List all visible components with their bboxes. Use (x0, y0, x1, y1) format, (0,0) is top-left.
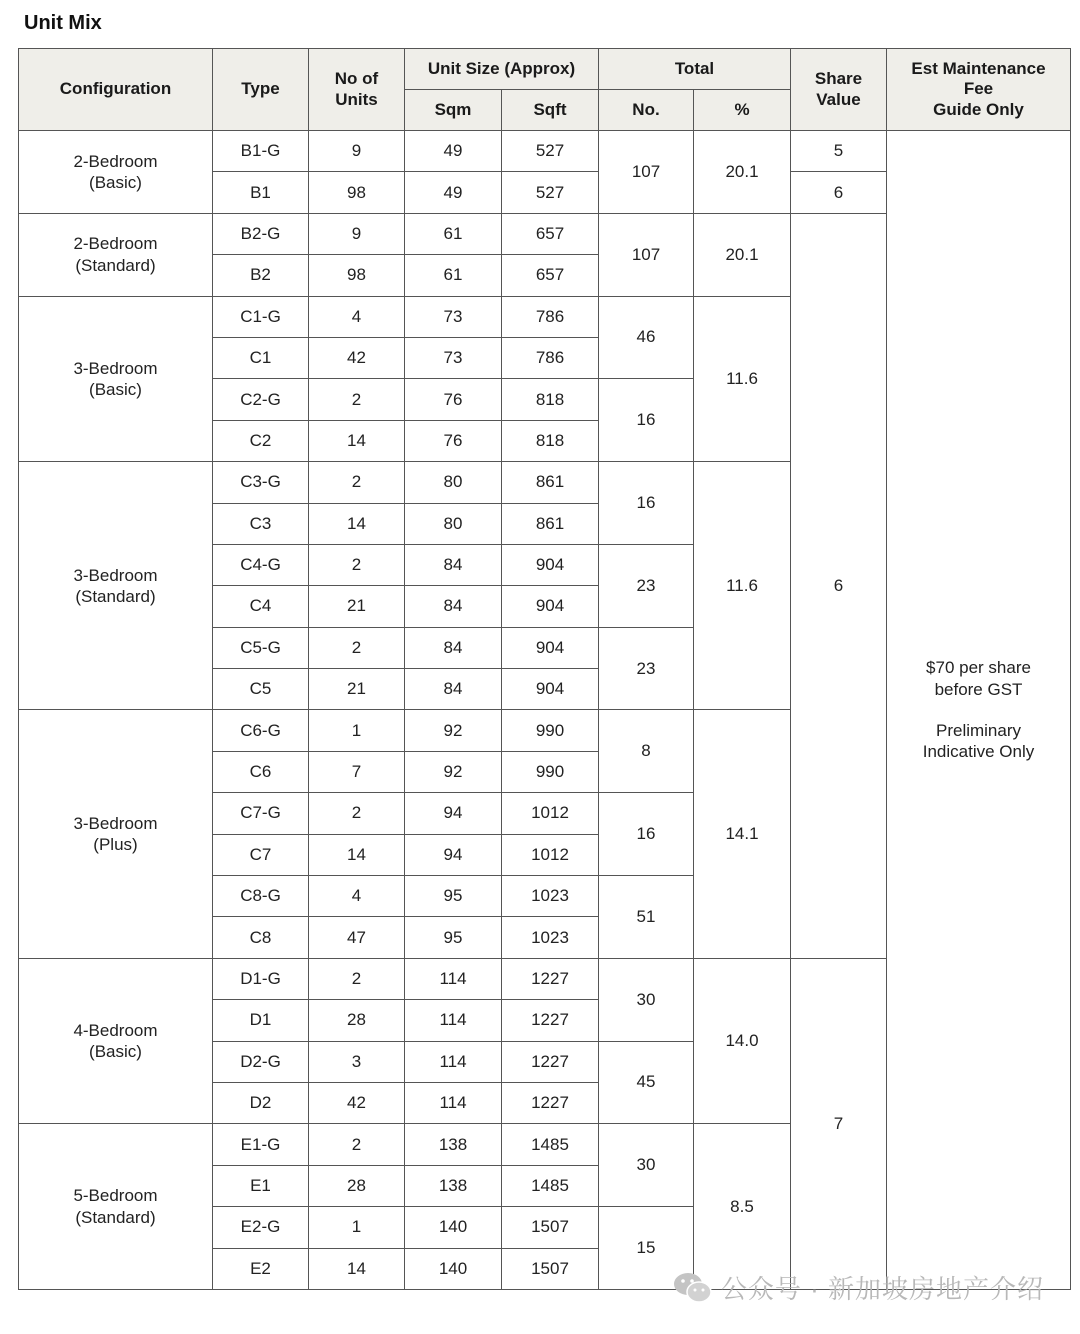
units-cell: 2 (309, 958, 405, 999)
type-cell: C2 (213, 420, 309, 461)
type-cell: E1 (213, 1165, 309, 1206)
header-maintenance-fee: Est Maintenance Fee Guide Only (887, 49, 1071, 131)
sqft-cell: 1023 (502, 876, 599, 917)
sqm-cell: 49 (405, 172, 502, 213)
share-value-cell: 6 (791, 213, 887, 958)
type-cell: B2 (213, 255, 309, 296)
units-cell: 2 (309, 793, 405, 834)
sqm-cell: 140 (405, 1248, 502, 1289)
type-cell: C5 (213, 669, 309, 710)
sqft-cell: 657 (502, 213, 599, 254)
sqm-cell: 114 (405, 1082, 502, 1123)
units-cell: 1 (309, 710, 405, 751)
maintenance-fee-cell: $70 per share before GST Preliminary Indicative Only (887, 131, 1071, 1290)
units-cell: 28 (309, 1000, 405, 1041)
total-pct-cell: 11.6 (694, 462, 791, 710)
sqft-cell: 1012 (502, 834, 599, 875)
sqft-cell: 1227 (502, 1000, 599, 1041)
sqft-cell: 818 (502, 420, 599, 461)
sqm-cell: 49 (405, 131, 502, 172)
total-no-cell: 51 (599, 876, 694, 959)
sqm-cell: 140 (405, 1207, 502, 1248)
units-cell: 4 (309, 876, 405, 917)
sqm-cell: 138 (405, 1165, 502, 1206)
sqft-cell: 527 (502, 131, 599, 172)
type-cell: B1-G (213, 131, 309, 172)
sqft-cell: 1507 (502, 1248, 599, 1289)
type-cell: C2-G (213, 379, 309, 420)
watermark-text: 公众号 · 新加坡房地产介绍 (720, 1274, 1044, 1304)
units-cell: 7 (309, 751, 405, 792)
units-cell: 9 (309, 213, 405, 254)
sqft-cell: 990 (502, 710, 599, 751)
units-cell: 42 (309, 1082, 405, 1123)
total-no-cell: 107 (599, 131, 694, 214)
header-total: Total (599, 49, 791, 90)
sqft-cell: 818 (502, 379, 599, 420)
sqm-cell: 84 (405, 544, 502, 585)
units-cell: 14 (309, 1248, 405, 1289)
page-title: Unit Mix (24, 12, 102, 34)
type-cell: C7 (213, 834, 309, 875)
units-cell: 2 (309, 379, 405, 420)
sqm-cell: 84 (405, 586, 502, 627)
sqm-cell: 76 (405, 420, 502, 461)
sqm-cell: 95 (405, 876, 502, 917)
sqft-cell: 904 (502, 669, 599, 710)
sqm-cell: 94 (405, 793, 502, 834)
header-sqm: Sqm (405, 90, 502, 131)
sqft-cell: 861 (502, 462, 599, 503)
sqft-cell: 904 (502, 586, 599, 627)
total-pct-cell: 11.6 (694, 296, 791, 462)
type-cell: B1 (213, 172, 309, 213)
config-cell: 5-Bedroom (Standard) (19, 1124, 213, 1290)
sqft-cell: 861 (502, 503, 599, 544)
units-cell: 28 (309, 1165, 405, 1206)
total-no-cell: 16 (599, 379, 694, 462)
sqm-cell: 76 (405, 379, 502, 420)
units-cell: 4 (309, 296, 405, 337)
sqft-cell: 1227 (502, 1041, 599, 1082)
sqm-cell: 92 (405, 751, 502, 792)
total-no-cell: 8 (599, 710, 694, 793)
total-no-cell: 30 (599, 1124, 694, 1207)
total-no-cell: 107 (599, 213, 694, 296)
type-cell: B2-G (213, 213, 309, 254)
type-cell: D1 (213, 1000, 309, 1041)
sqft-cell: 904 (502, 627, 599, 668)
config-cell: 3-Bedroom (Basic) (19, 296, 213, 462)
type-cell: C1 (213, 337, 309, 378)
sqft-cell: 527 (502, 172, 599, 213)
watermark (673, 1269, 1044, 1306)
units-cell: 14 (309, 420, 405, 461)
sqft-cell: 1507 (502, 1207, 599, 1248)
sqm-cell: 94 (405, 834, 502, 875)
sqm-cell: 73 (405, 337, 502, 378)
units-cell: 2 (309, 1124, 405, 1165)
type-cell: C3 (213, 503, 309, 544)
type-cell: C8-G (213, 876, 309, 917)
type-cell: C4-G (213, 544, 309, 585)
header-no-of-units: No of Units (309, 49, 405, 131)
sqft-cell: 1227 (502, 958, 599, 999)
type-cell: C7-G (213, 793, 309, 834)
header-unit-size: Unit Size (Approx) (405, 49, 599, 90)
units-cell: 2 (309, 627, 405, 668)
type-cell: E2-G (213, 1207, 309, 1248)
header-total-pct: % (694, 90, 791, 131)
sqm-cell: 92 (405, 710, 502, 751)
total-no-cell: 45 (599, 1041, 694, 1124)
total-no-cell: 23 (599, 544, 694, 627)
total-pct-cell: 14.1 (694, 710, 791, 958)
type-cell: D1-G (213, 958, 309, 999)
sqft-cell: 1012 (502, 793, 599, 834)
config-cell: 4-Bedroom (Basic) (19, 958, 213, 1124)
type-cell: C6-G (213, 710, 309, 751)
type-cell: D2 (213, 1082, 309, 1123)
sqm-cell: 138 (405, 1124, 502, 1165)
total-no-cell: 15 (599, 1207, 694, 1290)
total-no-cell: 16 (599, 793, 694, 876)
unit-mix-table (18, 48, 1071, 1290)
sqm-cell: 84 (405, 627, 502, 668)
type-cell: C6 (213, 751, 309, 792)
units-cell: 14 (309, 503, 405, 544)
total-pct-cell: 8.5 (694, 1124, 791, 1290)
sqft-cell: 990 (502, 751, 599, 792)
sqm-cell: 114 (405, 958, 502, 999)
sqft-cell: 657 (502, 255, 599, 296)
config-cell: 3-Bedroom (Standard) (19, 462, 213, 710)
config-cell: 3-Bedroom (Plus) (19, 710, 213, 958)
sqm-cell: 84 (405, 669, 502, 710)
header-configuration: Configuration (19, 49, 213, 131)
units-cell: 98 (309, 255, 405, 296)
share-value-cell: 6 (791, 172, 887, 213)
sqft-cell: 786 (502, 296, 599, 337)
total-no-cell: 23 (599, 627, 694, 710)
sqft-cell: 786 (502, 337, 599, 378)
sqm-cell: 114 (405, 1000, 502, 1041)
config-cell: 2-Bedroom (Standard) (19, 213, 213, 296)
total-no-cell: 30 (599, 958, 694, 1041)
sqft-cell: 1227 (502, 1082, 599, 1123)
type-cell: C5-G (213, 627, 309, 668)
type-cell: C3-G (213, 462, 309, 503)
sqft-cell: 1485 (502, 1165, 599, 1206)
type-cell: E2 (213, 1248, 309, 1289)
units-cell: 42 (309, 337, 405, 378)
type-cell: D2-G (213, 1041, 309, 1082)
total-pct-cell: 20.1 (694, 131, 791, 214)
units-cell: 1 (309, 1207, 405, 1248)
sqm-cell: 61 (405, 213, 502, 254)
sqft-cell: 1485 (502, 1124, 599, 1165)
sqft-cell: 1023 (502, 917, 599, 958)
type-cell: C8 (213, 917, 309, 958)
sqm-cell: 73 (405, 296, 502, 337)
type-cell: E1-G (213, 1124, 309, 1165)
units-cell: 98 (309, 172, 405, 213)
units-cell: 9 (309, 131, 405, 172)
type-cell: C4 (213, 586, 309, 627)
sqm-cell: 95 (405, 917, 502, 958)
header-type: Type (213, 49, 309, 131)
sqm-cell: 80 (405, 462, 502, 503)
sqm-cell: 114 (405, 1041, 502, 1082)
units-cell: 21 (309, 586, 405, 627)
type-cell: C1-G (213, 296, 309, 337)
wechat-icon (673, 1271, 713, 1305)
share-value-cell: 7 (791, 958, 887, 1289)
sqft-cell: 904 (502, 544, 599, 585)
total-no-cell: 16 (599, 462, 694, 545)
total-pct-cell: 20.1 (694, 213, 791, 296)
sqm-cell: 61 (405, 255, 502, 296)
total-pct-cell: 14.0 (694, 958, 791, 1124)
units-cell: 14 (309, 834, 405, 875)
total-no-cell: 46 (599, 296, 694, 379)
config-cell: 2-Bedroom (Basic) (19, 131, 213, 214)
share-value-cell: 5 (791, 131, 887, 172)
units-cell: 21 (309, 669, 405, 710)
header-total-no: No. (599, 90, 694, 131)
header-sqft: Sqft (502, 90, 599, 131)
units-cell: 3 (309, 1041, 405, 1082)
units-cell: 47 (309, 917, 405, 958)
units-cell: 2 (309, 462, 405, 503)
table-row (19, 131, 1071, 172)
sqm-cell: 80 (405, 503, 502, 544)
units-cell: 2 (309, 544, 405, 585)
header-share-value: Share Value (791, 49, 887, 131)
